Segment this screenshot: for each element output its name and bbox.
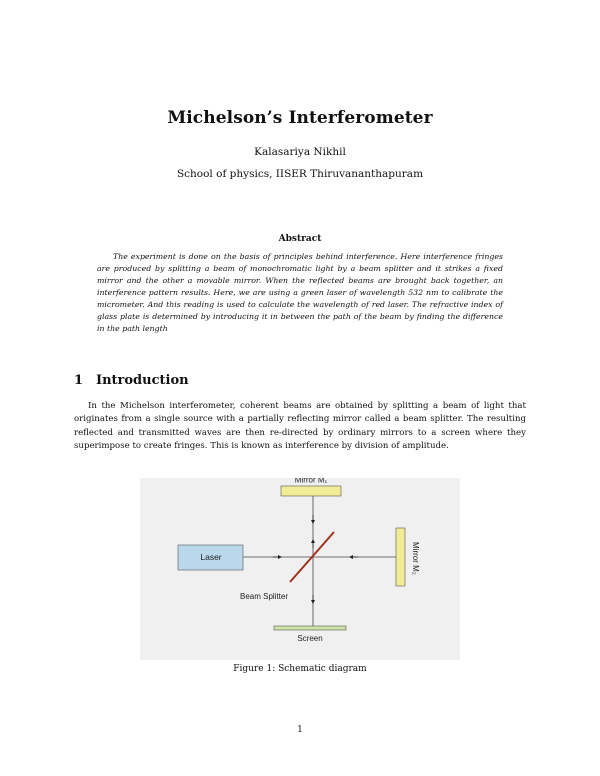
author-name: Kalasariya Nikhil: [254, 146, 346, 158]
page-number: 1: [297, 725, 303, 735]
section-heading: [74, 373, 189, 388]
mirror-m1: [281, 486, 341, 496]
section-body: In the Michelson interferometer, coherent beams are obtained by splitting a beam of light that originates from a single source with a partially reflecting mirror called a beam splitter. The resulting reflected and transmitted waves are then re-directed by ordinary mirrors to a screen where they superimpose to create fringes. This is known as interference by division of amplitude.: [74, 401, 526, 451]
section-title: Introduction: [96, 373, 189, 388]
author-affiliation: School of physics, IISER Thiruvananthapuram: [176, 168, 424, 180]
schematic-figure: [140, 478, 460, 660]
schematic-diagram: [140, 478, 460, 660]
laser-label: Laser: [200, 552, 222, 562]
screen: [274, 626, 346, 630]
abstract-body: The experiment is done on the basis of principles behind interference. Here interference fringes are produced by splitting a beam of monochromatic light by a beam splitter and it strikes a fixed mirror and the other a movable mirror. When the reflected beams are brought back together, an interference pattern results. Here, we are using a green laser of wavelength 532 nm to calibrate the micrometer. And this reading is used to calculate the wavelength of red laser. The refractive index of glass plate is determined by introducing it in between the path of the beam by finding the difference in the path length: [97, 252, 503, 333]
abstract-heading: Abstract: [278, 234, 322, 244]
beam-splitter-label: Beam Splitter: [239, 592, 289, 601]
mirror-m2-label: Mirror M₂: [411, 542, 420, 575]
figure-caption: Figure 1: Schematic diagram: [233, 664, 367, 674]
section-number: 1: [74, 373, 84, 388]
paper-title: Michelson’s Interferometer: [167, 108, 433, 128]
mirror-m2: [396, 528, 405, 586]
screen-label: Screen: [297, 634, 323, 643]
mirror-m1-label: Mirror M₁: [294, 478, 328, 485]
